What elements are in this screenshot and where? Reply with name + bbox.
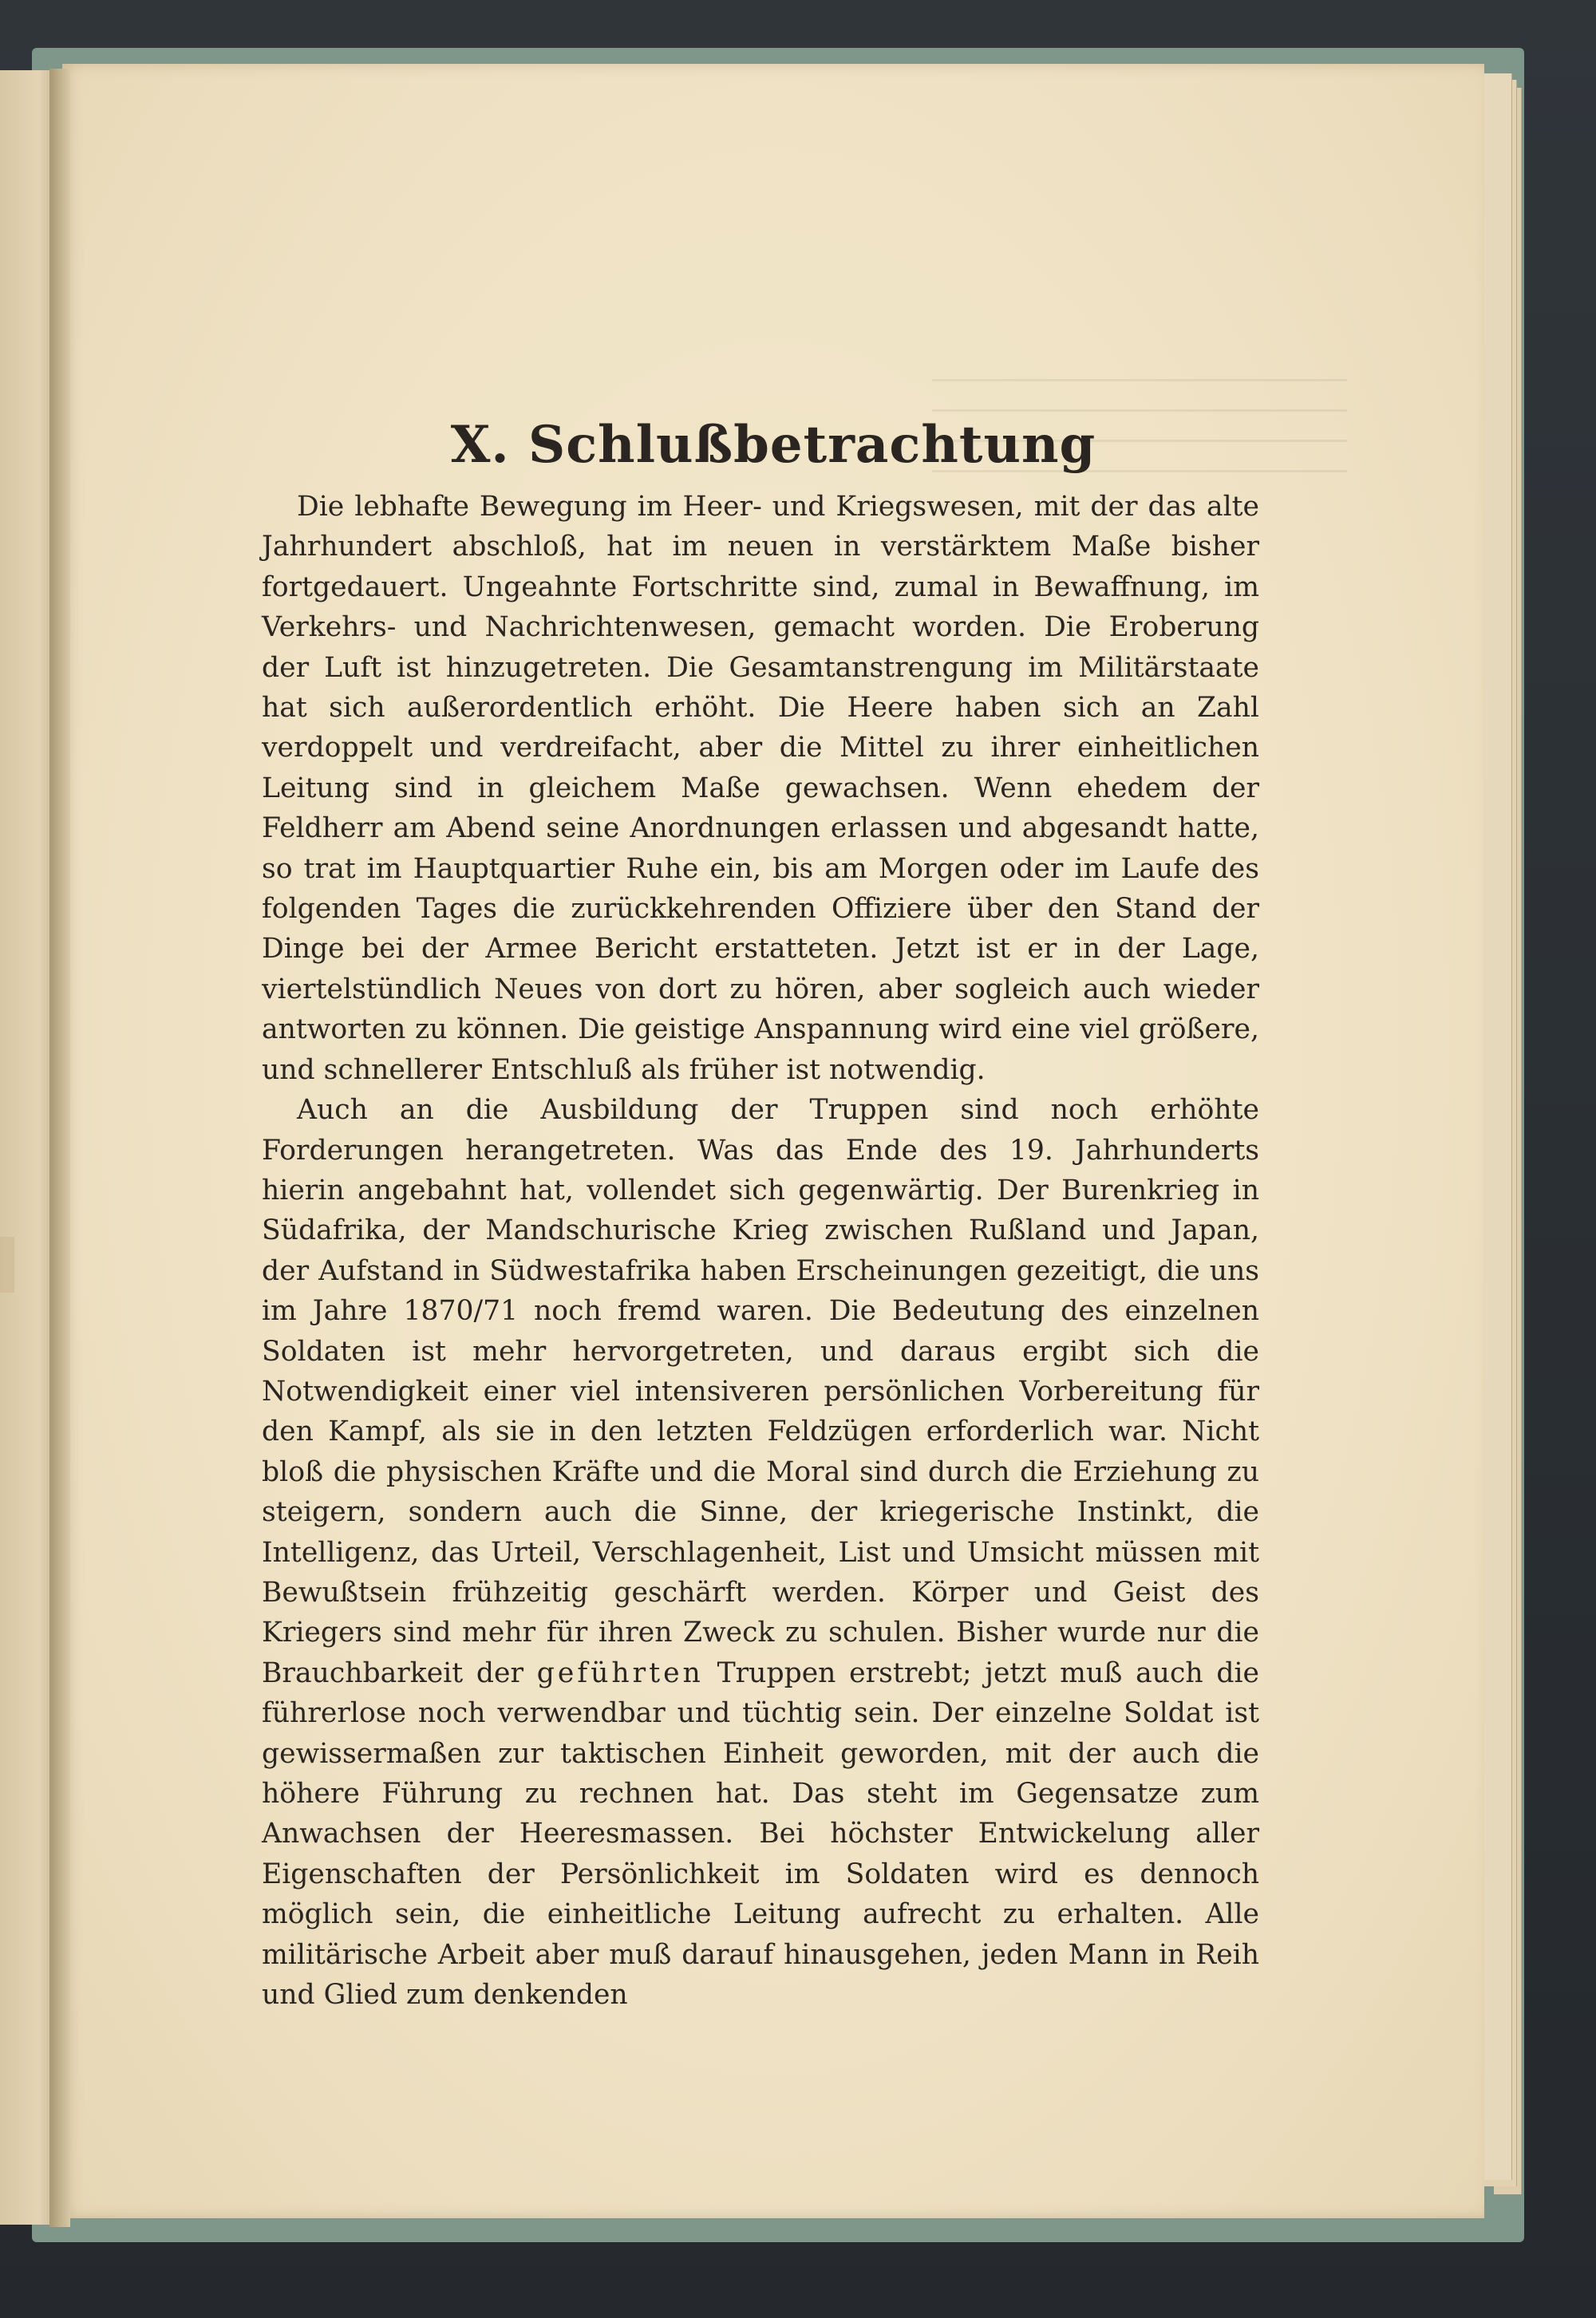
paragraph-text: Auch an die Ausbildung der Truppen sind noch erhöhte Forderungen herangetreten. Was das Ende des 19. Jahrhunderts hierin angebahnt hat, vollendet sich gegenwärtig. Der Burenkrieg in Südafrika, der Mandschurische Krieg zwischen Rußland und Japan, der Aufstand in Südwestafrika haben Erscheinungen gezeitigt, die uns im Jahre 1870/71 noch fremd waren. Die Bedeutung des einzelnen Soldaten ist mehr hervorgetreten, und daraus ergibt sich die Notwendigkeit einer viel intensiveren persönlichen Vorbereitung für den Kampf, als sie in den letzten Feldzügen erforderlich war. Nicht bloß die physischen Kräfte und die Moral sind durch die Erziehung zu steigern, sondern auch die Sinne, der kriegerische Instinkt, die Intelligenz, das Urteil, Verschlagenheit, List und Umsicht müssen mit Bewußtsein frühzeitig geschärft werden. Körper und Geist des Kriegers sind mehr für ihren Zweck zu schulen. Bisher wurde nur die Brauchbarkeit der	[262, 1094, 1259, 1689]
paragraph: Die lebhafte Bewegung im Heer- und Kriegswesen, mit der das alte Jahrhundert abschloß, hat im neuen in verstärktem Maße bisher fortgedauert. Ungeahnte Fortschritte sind, zumal in Bewaffnung, im Verkehrs- und Nachrichtenwesen, gemacht worden. Die Eroberung der Luft ist hinzugetreten. Die Gesamtanstrengung im Militärstaate hat sich außerordentlich erhöht. Die Heere haben sich an Zahl verdoppelt und verdreifacht, aber die Mittel zu ihrer einheitlichen Leitung sind in gleichem Maße gewachsen. Wenn ehedem der Feldherr am Abend seine Anordnungen erlassen und abgesandt hatte, so trat im Hauptquartier Ruhe ein, bis am Morgen oder im Laufe des folgenden Tages die zurückkehrenden Offiziere über den Stand der Dinge bei der Armee Bericht erstatteten. Jetzt ist er in der Lage, viertelstündlich Neues von dort zu hören, aber sogleich auch wieder antworten zu können. Die geistige Anspannung wird eine viel größere, und schnellerer Entschluß als früher ist notwendig.	[262, 491, 1259, 1086]
book-gutter	[49, 69, 70, 2227]
body-text	[262, 487, 1259, 2015]
chapter-title: X. Schlußbetrachtung	[450, 415, 1096, 475]
emphasized-word: geführten	[536, 1657, 704, 1689]
paragraph-text: Truppen erstrebt; jetzt muß auch die führerlose noch verwendbar und tüchtig sein. Der einzelne Soldat ist gewissermaßen zur taktischen Einheit geworden, mit der auch die höhere Führung zu rechnen hat. Das steht im Gegensatze zum Anwachsen der Heeresmassen. Bei höchster Entwickelung aller Eigenschaften der Persönlichkeit im Soldaten wird es dennoch möglich sein, die einheitliche Leitung aufrecht zu erhalten. Alle militärische Arbeit aber muß darauf hinausgehen, jeden Mann in Reih und Glied zum denkenden	[262, 1657, 1259, 2012]
paragraph	[262, 1090, 1259, 2015]
book-page	[62, 64, 1484, 2218]
paper-stain	[0, 1237, 14, 1293]
